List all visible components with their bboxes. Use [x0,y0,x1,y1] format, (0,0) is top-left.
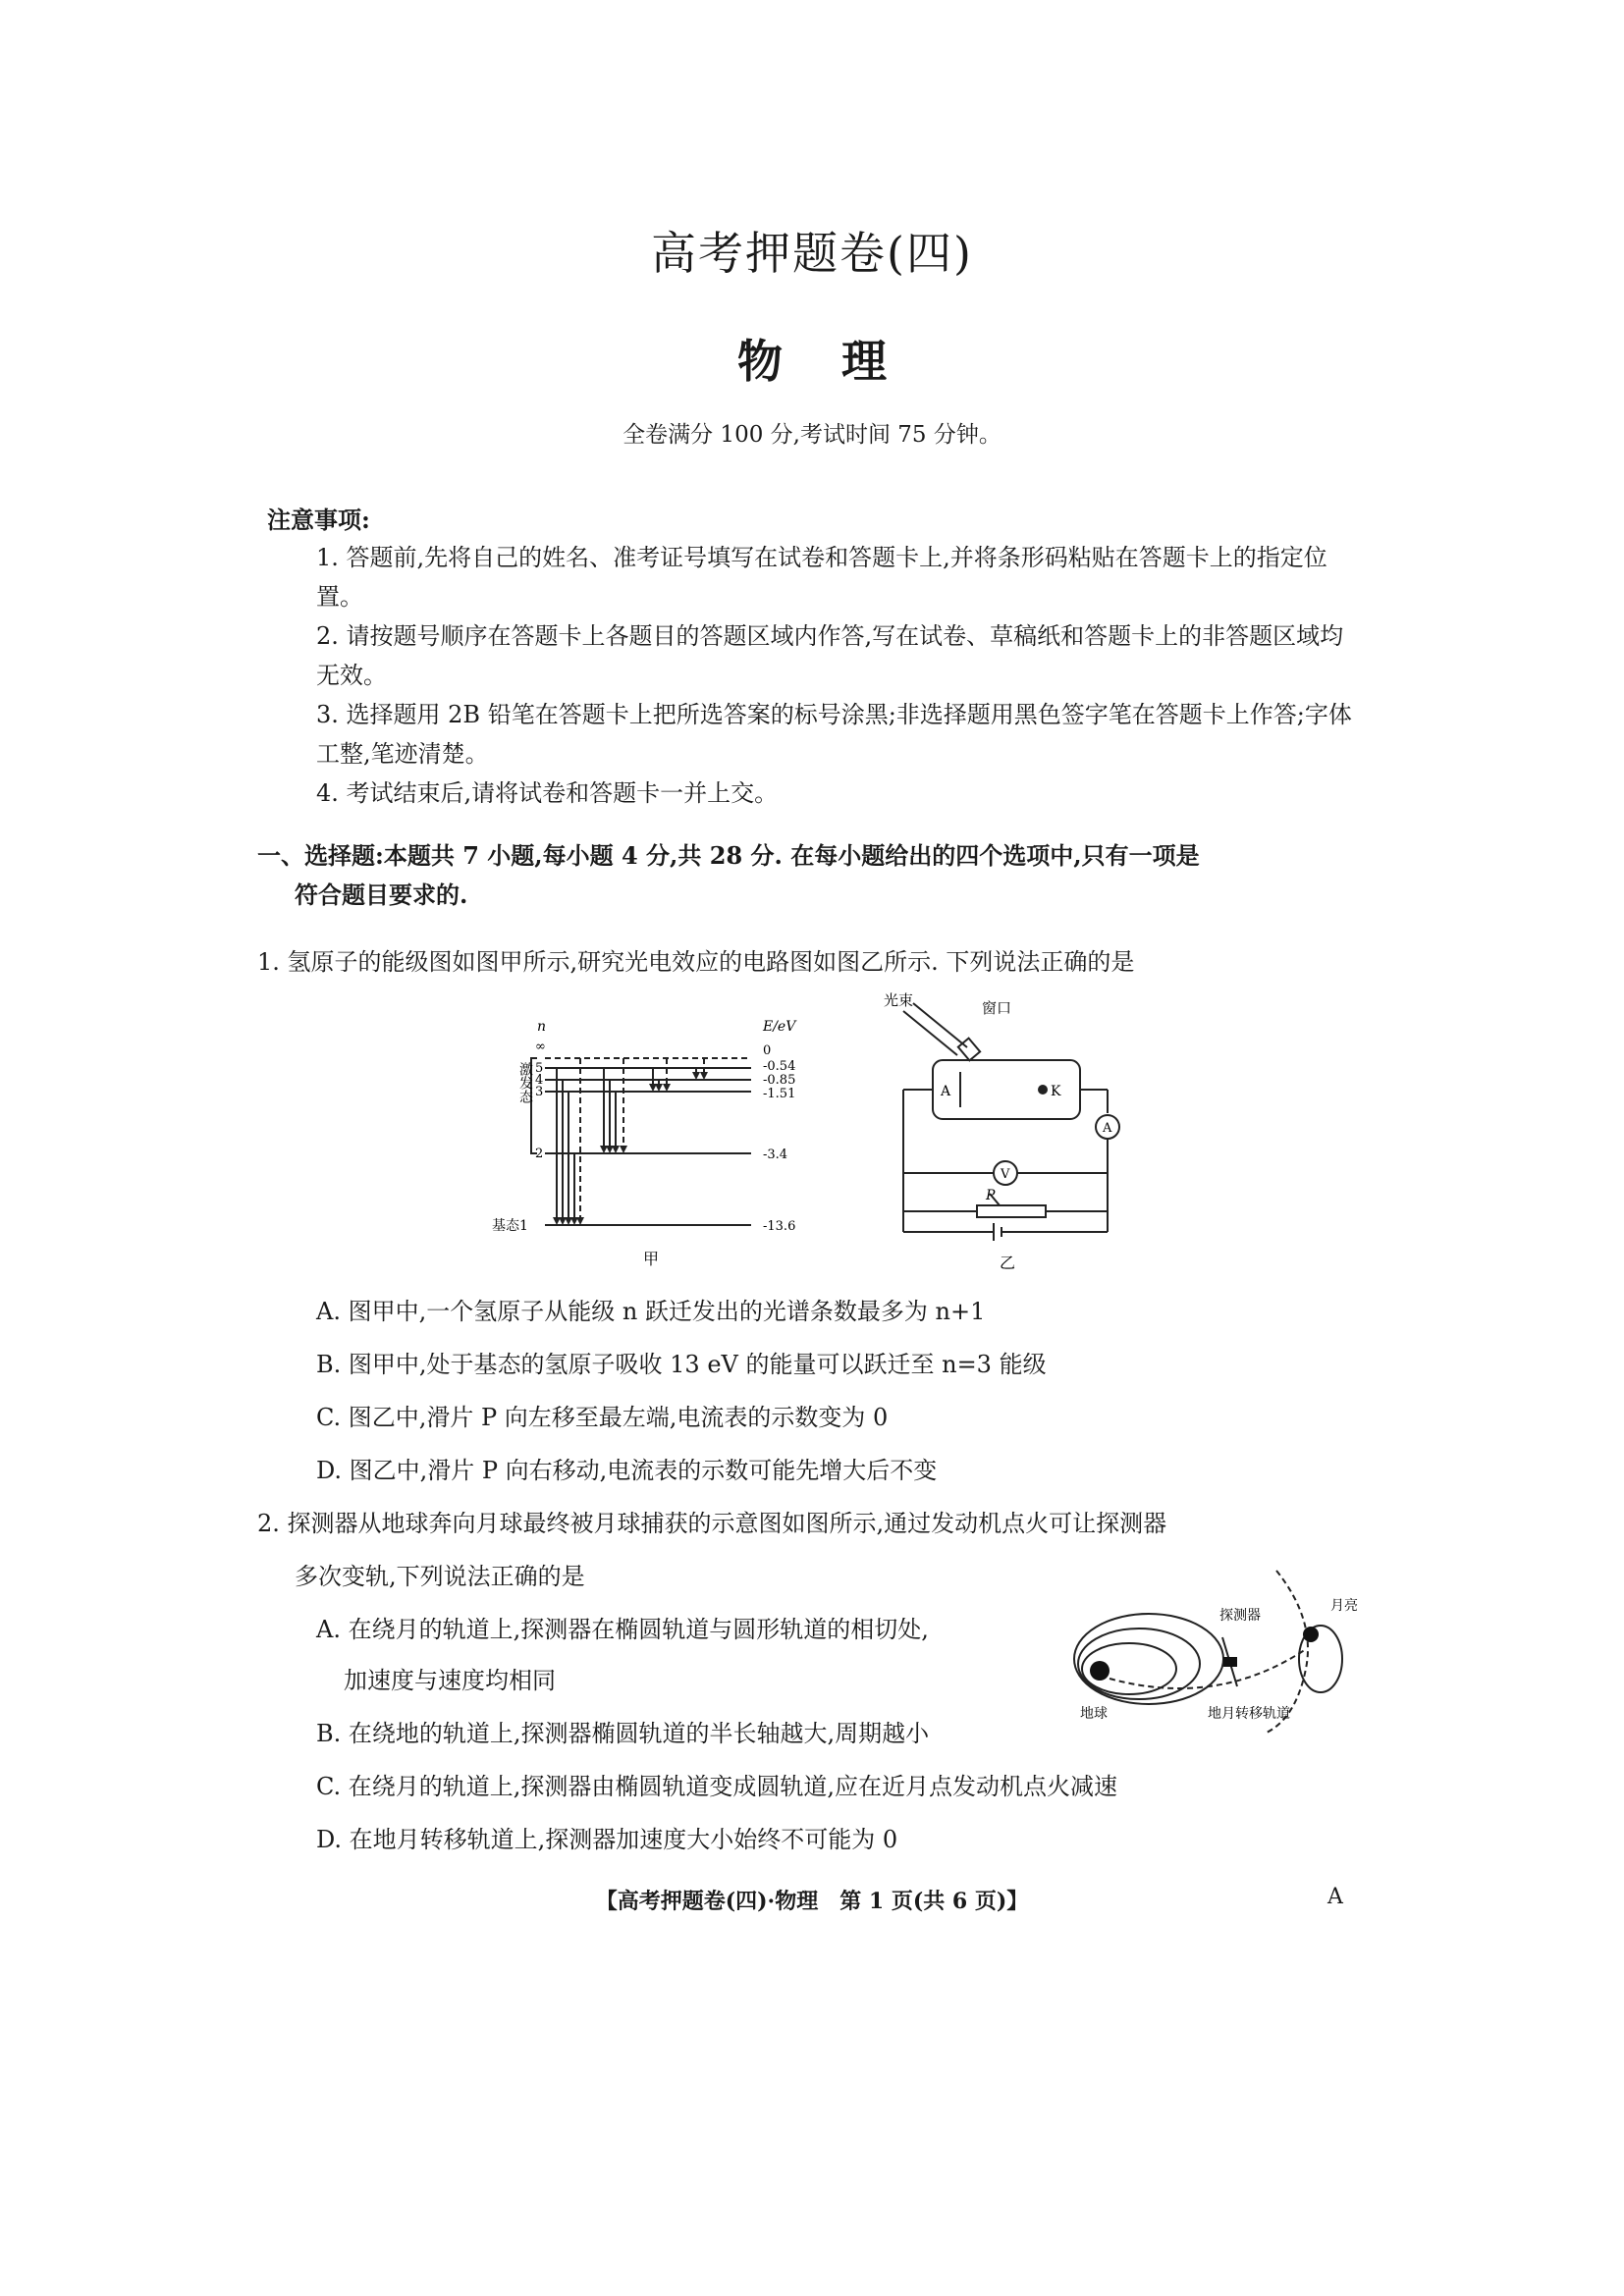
exam-title: 高考押题卷(四) [651,227,973,280]
page-footer: 【高考押题卷(四)·物理 第 1 页(共 6 页)】 [595,1889,1029,1914]
score-time-note: 全卷满分 100 分,考试时间 75 分钟。 [623,422,1001,448]
notice-heading: 注意事项: [267,506,370,534]
voltmeter-label: V [1001,1167,1010,1182]
n-axis-label: n [537,1019,547,1035]
q2-option-a: A. 在绕月的轨道上,探测器在椭圆轨道与圆形轨道的相切处, [316,1616,929,1643]
level-n-inf: ∞ [535,1040,546,1054]
window-label: 窗口 [982,999,1012,1017]
figure-jia-caption: 甲 [643,1250,660,1268]
level-e-3: -1.51 [763,1087,796,1101]
level-e-4: -0.85 [763,1073,796,1088]
q1-option-a: A. 图甲中,一个氢原子从能级 n 跃迁发出的光谱条数最多为 n+1 [316,1298,986,1325]
energy-level-diagram [486,1011,839,1276]
ammeter-label: A [1103,1121,1112,1136]
anode-label: A [941,1084,951,1099]
notice-item-3: 3. 选择题用 2B 铅笔在答题卡上把所选答案的标号涂黑;非选择题用黑色签字笔在答题卡上作答;字体工整,笔迹清楚。 [316,701,1352,768]
earth-label: 地球 [1080,1706,1108,1722]
energy-axis-label: E/eV [763,1019,796,1035]
excited-state-label: 激发态 [517,1062,533,1103]
question-1-stem: 1. 氢原子的能级图如图甲所示,研究光电效应的电路图如图乙所示. 下列说法正确的是 [257,948,1135,976]
level-e-2: -3.4 [763,1148,788,1162]
q1-option-b: B. 图甲中,处于基态的氢原子吸收 13 eV 的能量可以跃迁至 n=3 能级 [316,1351,1047,1378]
section-heading [257,836,1367,915]
section-heading-line1: 一、选择题:本题共 7 小题,每小题 4 分,共 28 分. 在每小题给出的四个选项中,只有一项是 [257,841,1200,870]
q2-option-b: B. 在绕地的轨道上,探测器椭圆轨道的半长轴越大,周期越小 [316,1720,930,1747]
question-2-stem-line1: 2. 探测器从地球奔向月球最终被月球捕获的示意图如图所示,通过发动机点火可让探测器 [257,1510,1167,1537]
q1-option-d: D. 图乙中,滑片 P 向右移动,电流表的示数可能先增大后不变 [316,1457,938,1484]
moon-icon [1303,1627,1319,1642]
light-beam-label: 光束 [884,991,914,1009]
ground-state-label: 基态1 [492,1218,528,1234]
earth-icon [1090,1661,1110,1681]
earth-moon-transfer-diagram [1070,1561,1365,1737]
level-n-3: 3 [535,1085,544,1099]
level-n-4: 4 [535,1073,544,1088]
level-n-2: 2 [535,1147,544,1161]
slider-label: P [986,1188,996,1203]
level-e-5: -0.54 [763,1059,796,1074]
notice-item-4: 4. 考试结束后,请将试卷和答题卡一并上交。 [316,779,779,807]
level-e-inf: 0 [763,1043,772,1058]
transfer-orbit-label: 地月转移轨道 [1208,1706,1290,1722]
level-n-5: 5 [535,1061,544,1076]
q2-option-c: C. 在绕月的轨道上,探测器由椭圆轨道变成圆轨道,应在近月点发动机点火减速 [316,1773,1118,1800]
photoelectric-circuit-diagram [884,991,1159,1276]
probe-label: 探测器 [1219,1608,1261,1624]
question-2-stem-line2: 多次变轨,下列说法正确的是 [295,1563,585,1590]
level-e-1: -13.6 [763,1219,796,1234]
q1-option-c: C. 图乙中,滑片 P 向左移至最左端,电流表的示数变为 0 [316,1404,889,1431]
subject-title: 物理 [737,335,946,388]
notice-item-1: 1. 答题前,先将自己的姓名、准考证号填写在试卷和答题卡上,并将条形码粘贴在答题卡上的指定位置。 [316,544,1327,611]
notice-item-2: 2. 请按题号顺序在答题卡上各题目的答题区域内作答,写在试卷、草稿纸和答题卡上的非答题区域均无效。 [316,622,1344,689]
paper-version-letter: A [1327,1885,1343,1909]
section-heading-line2: 符合题目要求的. [295,881,468,909]
cathode-label: K [1051,1084,1061,1099]
moon-label: 月亮 [1330,1598,1358,1614]
q2-option-a-cont: 加速度与速度均相同 [344,1667,556,1694]
probe-icon [1223,1657,1237,1667]
rheostat [977,1205,1046,1217]
figure-yi-caption: 乙 [1000,1254,1016,1272]
q2-option-d: D. 在地月转移轨道上,探测器加速度大小始终不可能为 0 [316,1826,898,1853]
